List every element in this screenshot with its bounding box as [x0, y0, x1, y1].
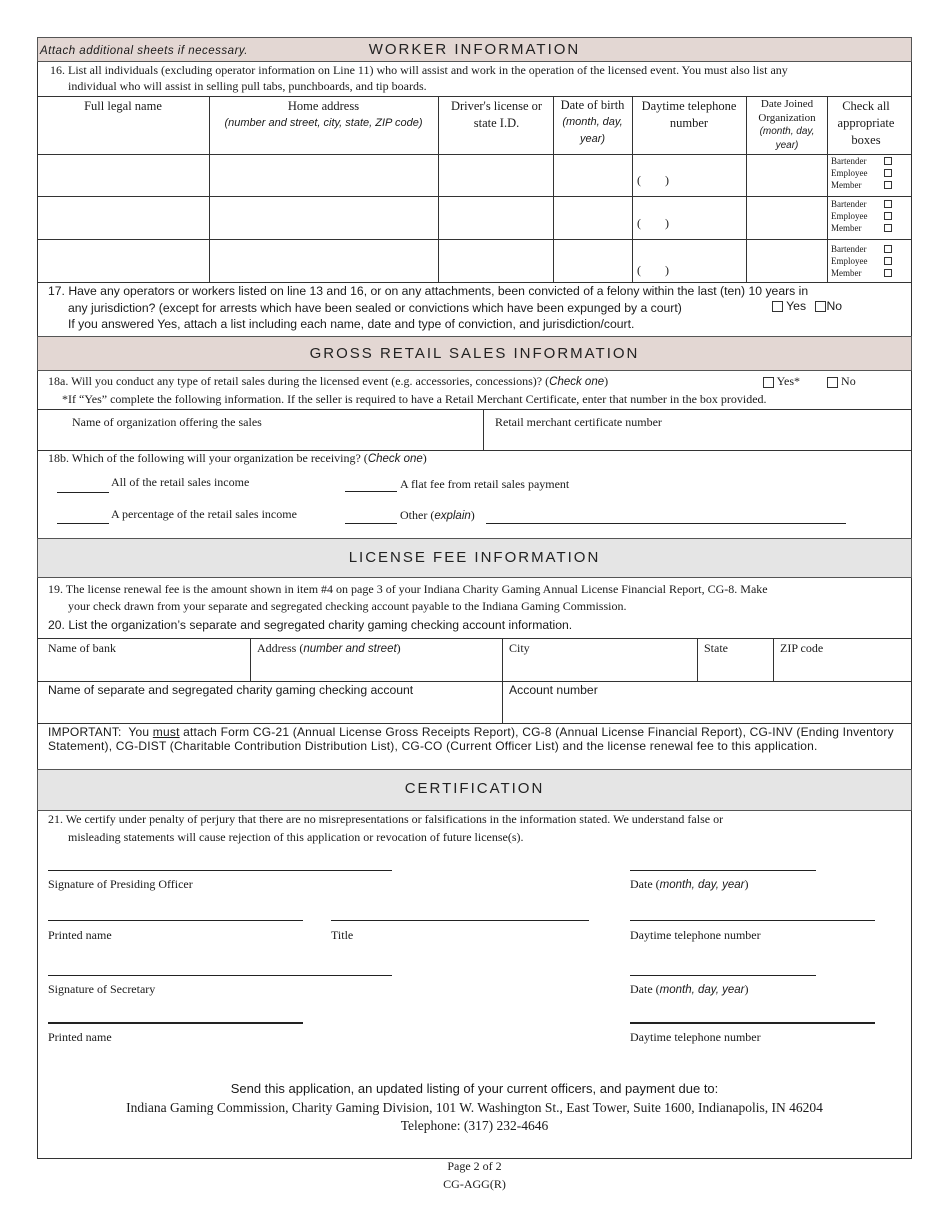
important-note [48, 725, 908, 753]
col-header-license: Driver's license or state I.D. [450, 99, 543, 130]
q18b-close: ) [422, 451, 427, 465]
employee-checkbox[interactable] [884, 257, 892, 265]
q16-line2: individual who will assist in selling pull tabs, punchboards, and tip boards. [68, 79, 427, 93]
bank-address-close: ) [396, 641, 401, 655]
bank-address-sub: number and street [303, 643, 397, 655]
opt-pct-label: A percentage of the retail sales income [111, 507, 297, 521]
q18a-close: ) [604, 374, 609, 388]
presiding-date-label [630, 877, 748, 892]
license-section-title: LICENSE FEE INFORMATION [348, 549, 601, 566]
role-member-label: Member [831, 180, 862, 190]
q17-no-label: No [826, 299, 843, 313]
form-code: CG-AGG(R) [443, 1177, 506, 1191]
worker-table-header-bottom [37, 154, 912, 155]
form-frame [37, 37, 912, 1159]
bank-state-label: State [704, 641, 728, 655]
member-checkbox[interactable] [884, 224, 892, 232]
bank-name-label: Name of bank [48, 641, 116, 655]
opt-other-text: Other ( [400, 508, 435, 522]
bank-table-top [37, 638, 912, 639]
q17-no-checkbox[interactable] [815, 301, 826, 312]
phone-area-code[interactable]: ( ) [637, 216, 669, 230]
worker-row-divider [37, 196, 912, 197]
date-label-text: Date ( [630, 982, 660, 996]
bank-col-divider [773, 638, 774, 681]
col-divider [438, 96, 439, 282]
col-header-joined-sub: (month, day, year) [759, 126, 815, 151]
q17-yes-checkbox[interactable] [772, 301, 783, 312]
opt-all-label: All of the retail sales income [111, 475, 250, 489]
opt-other-explain: explain [434, 510, 471, 522]
q18a-note: *If “Yes” complete the following information. If the seller is required to have a Retail Merchant Certificate, enter that number in the box provided. [62, 392, 767, 406]
secretary-phone-line[interactable] [630, 1022, 875, 1024]
opt-all-blank[interactable] [57, 492, 109, 493]
q17-line2: any jurisdiction? (except for arrests which have been sealed or convictions which have been expunged by a court) [68, 301, 682, 315]
bank-address-label [257, 641, 401, 656]
important-must: must [152, 725, 180, 739]
role-group-row2 [831, 198, 868, 234]
retail-table-top [37, 409, 912, 410]
q16-line1: 16. List all individuals (excluding operator information on Line 11) who will assist and work in the operation of the licensed event. You must also list any [50, 63, 788, 77]
role-bartender-label: Bartender [831, 244, 867, 254]
member-checkbox[interactable] [884, 181, 892, 189]
cert-section-header [37, 769, 912, 811]
retail-section-title: GROSS RETAIL SALES INFORMATION [309, 345, 640, 362]
col-header-address-sub: (number and street, city, state, ZIP code) [224, 117, 423, 129]
col-header-joined [746, 97, 828, 153]
officer-phone-label: Daytime telephone number [630, 928, 761, 942]
license-section-header [37, 538, 912, 578]
col-header-dob-sub: (month, day, year) [562, 116, 623, 145]
q19-line1: 19. The license renewal fee is the amount shown in item #4 on page 3 of your Indiana Charity Gaming Annual License Financial Report, CG-8. Make [48, 582, 768, 596]
send-line3: Telephone: (317) 232-4646 [400, 1118, 549, 1133]
secretary-signature-line[interactable] [48, 975, 392, 976]
q18a-no-checkbox[interactable] [827, 377, 838, 388]
retail-section-header [37, 336, 912, 371]
page-number: Page 2 of 2 [447, 1159, 502, 1173]
col-header-address-label: Home address [287, 99, 360, 113]
role-member-label: Member [831, 268, 862, 278]
date-label-sub: month, day, year [659, 984, 745, 996]
role-group-row3 [831, 243, 868, 279]
date-label-close: ) [744, 982, 749, 996]
q17-line3: If you answered Yes, attach a list including each name, date and type of conviction, and jurisdiction/court. [68, 317, 635, 331]
role-employee-label: Employee [831, 256, 868, 266]
secretary-phone-label: Daytime telephone number [630, 1030, 761, 1044]
q18a-line [48, 374, 608, 389]
q18a-text: 18a. Will you conduct any type of retail sales during the licensed event (e.g. accessories, concessions)? ( [48, 374, 550, 388]
col-header-dob-label: Date of birth [560, 98, 625, 112]
col-header-address [209, 98, 438, 132]
send-line1: Send this application, an updated listing of your current officers, and payment due to: [230, 1081, 719, 1096]
opt-other-explain-field[interactable] [486, 523, 846, 524]
col-header-phone: Daytime telephone number [641, 99, 737, 130]
bank-table-bottom [37, 723, 912, 724]
col-header-joined-label: Date Joined Organization [758, 98, 816, 124]
secretary-signature-label: Signature of Secretary [48, 982, 156, 996]
bank-col-divider [250, 638, 251, 681]
date-label-close: ) [744, 877, 749, 891]
q19-line2: your check drawn from your separate and segregated checking account payable to the Indiana Gaming Commission. [68, 599, 627, 613]
bank-col-divider [502, 638, 503, 723]
date-label-sub: month, day, year [659, 879, 745, 891]
send-line2: Indiana Gaming Commission, Charity Gaming Division, 101 W. Washington St., East Tower, Suite 1600, Indianapolis, IN 46204 [126, 1100, 823, 1115]
worker-section-title: WORKER INFORMATION [368, 41, 581, 58]
opt-other-blank[interactable] [345, 523, 397, 524]
date-label-text: Date ( [630, 877, 660, 891]
role-group-row1 [831, 155, 868, 191]
col-header-dob [553, 97, 632, 148]
bartender-checkbox[interactable] [884, 157, 892, 165]
q17-yes-label: Yes [786, 299, 807, 313]
bank-col-divider [697, 638, 698, 681]
q20-text: 20. List the organization’s separate and segregated charity gaming checking account information. [48, 618, 573, 632]
member-checkbox[interactable] [884, 269, 892, 277]
account-number-label: Account number [509, 683, 598, 697]
worker-table-bottom [37, 282, 912, 283]
opt-pct-blank[interactable] [57, 523, 109, 524]
phone-area-code[interactable]: ( ) [637, 263, 669, 277]
secretary-printed-name-line[interactable] [48, 1022, 303, 1024]
title-line[interactable] [331, 920, 589, 921]
role-employee-label: Employee [831, 211, 868, 221]
bartender-checkbox[interactable] [884, 200, 892, 208]
q17-answer [772, 299, 842, 313]
employee-checkbox[interactable] [884, 169, 892, 177]
role-employee-label: Employee [831, 168, 868, 178]
important-post: attach Form CG-21 (Annual License Gross Receipts Report), CG-8 (Annual License Financial Report), CG-INV (Ending Inventory Statement), CG-DIST (Charitable Contribution Distribution List), CG-CO (Current Officer List) and the license renewal fee to this application. [48, 725, 894, 753]
attach-note: Attach additional sheets if necessary. [40, 45, 249, 57]
opt-other-label [400, 508, 475, 523]
q21-line1: 21. We certify under penalty of perjury that there are no misrepresentations or falsifications in the information stated. We understand false or [48, 812, 724, 826]
worker-row-divider [37, 239, 912, 240]
opt-flat-label: A flat fee from retail sales payment [400, 477, 570, 491]
officer-phone-line[interactable] [630, 920, 875, 921]
phone-area-code[interactable]: ( ) [637, 173, 669, 187]
secretary-printed-name-label: Printed name [48, 1030, 112, 1044]
retail-cert-label: Retail merchant certificate number [495, 415, 662, 429]
employee-checkbox[interactable] [884, 212, 892, 220]
printed-name-label: Printed name [48, 928, 112, 942]
q18a-answer [763, 374, 856, 389]
q18a-yes-label: Yes* [776, 374, 801, 388]
q18a-no-label: No [841, 374, 856, 388]
q17-line1: 17. Have any operators or workers listed on line 13 and 16, or on any attachments, been convicted of a felony within the last (ten) 10 years in [48, 284, 809, 298]
q18b-line [48, 451, 427, 466]
bank-address-text: Address ( [257, 641, 304, 655]
q21-line2: misleading statements will cause rejection of this application or revocation of future license(s). [68, 830, 524, 844]
col-header-check: Check all appropriate boxes [837, 99, 895, 147]
col-header-name: Full legal name [84, 99, 162, 113]
q18b-check-one: Check one [367, 453, 423, 465]
role-bartender-label: Bartender [831, 156, 867, 166]
bank-zip-label: ZIP code [780, 641, 824, 655]
presiding-signature-line[interactable] [48, 870, 392, 871]
presiding-date-line[interactable] [630, 870, 816, 871]
q18a-check-one: Check one [549, 376, 605, 388]
opt-other-close: ) [470, 508, 475, 522]
retail-col-divider [483, 409, 484, 450]
role-bartender-label: Bartender [831, 199, 867, 209]
secretary-date-label [630, 982, 748, 997]
org-offering-label: Name of organization offering the sales [72, 415, 262, 429]
presiding-signature-label: Signature of Presiding Officer [48, 877, 193, 891]
printed-name-line[interactable] [48, 920, 303, 921]
title-label: Title [331, 928, 354, 942]
bank-city-label: City [509, 641, 530, 655]
bank-row-divider [37, 681, 912, 682]
role-member-label: Member [831, 223, 862, 233]
q18a-yes-checkbox[interactable] [763, 377, 774, 388]
q18b-text: 18b. Which of the following will your organization be receiving? ( [48, 451, 368, 465]
bartender-checkbox[interactable] [884, 245, 892, 253]
important-pre: IMPORTANT: You [48, 725, 153, 739]
cert-section-title: CERTIFICATION [404, 780, 545, 797]
account-name-label: Name of separate and segregated charity gaming checking account [48, 683, 414, 697]
secretary-date-line[interactable] [630, 975, 816, 976]
opt-flat-blank[interactable] [345, 491, 397, 492]
